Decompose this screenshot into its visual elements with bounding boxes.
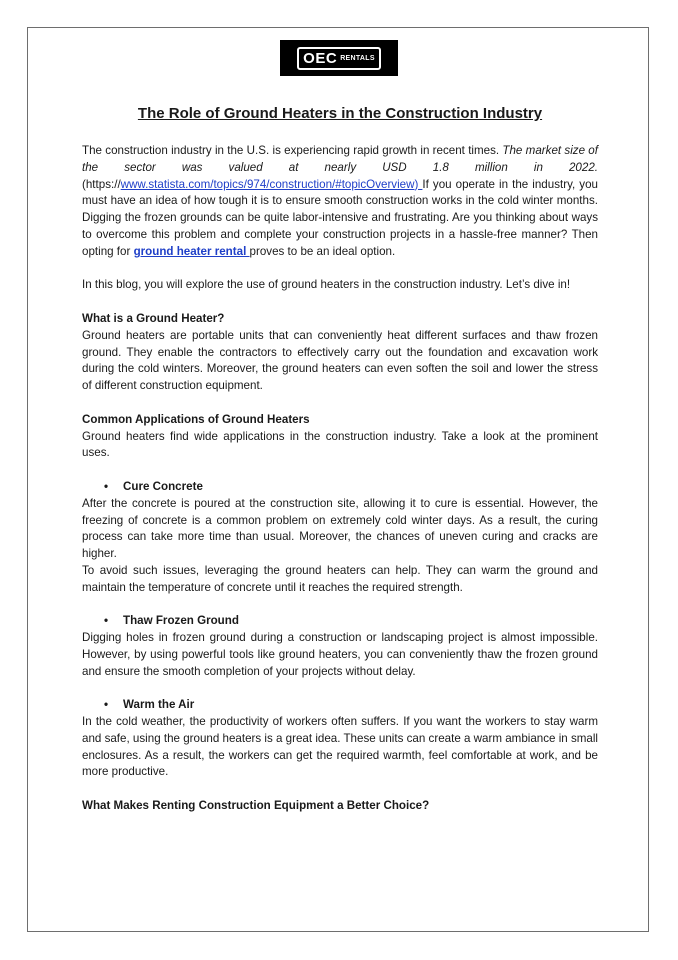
intro-text-3: (https:// <box>82 177 121 191</box>
spacer <box>82 597 598 614</box>
bullet-dot-icon: • <box>104 479 109 493</box>
ground-heater-rental-link[interactable]: ground heater rental <box>133 244 250 258</box>
section-heading-applications: Common Applications of Ground Heaters <box>82 412 310 426</box>
section-body-applications: Ground heaters find wide applications in the construction industry. Take a look at the prominent uses. <box>82 429 598 460</box>
spacer <box>82 294 598 311</box>
section-body-what-is: Ground heaters are portable units that can conveniently heat different surfaces and thaw frozen ground. They enable the contractors to effectively carry out the foundation and excavation work during the cold winters. Moreover, the ground heaters can even soften the soil and lower the stress of different construction equipment. <box>82 328 598 393</box>
bullet-dot-icon: • <box>104 614 109 628</box>
bullet-dot-icon: • <box>104 698 109 712</box>
intro-text-4: If you operate in the industry, you must have an idea of how tough it is to ensure smooth construction works in the cold winter months. Digging the frozen grounds can be quite labor-intensive and frustrating. Are you thinking about ways to overcome this problem and complete your construction projects in a hassle-free manner? Then opting for <box>82 177 598 258</box>
spacer <box>82 781 598 798</box>
article-body <box>82 143 598 815</box>
logo-box <box>297 47 381 70</box>
bullet-body-cure-concrete-2: To avoid such issues, leveraging the ground heaters can help. They can warm the ground and maintain the temperature of concrete until it reaches the required strength. <box>82 563 598 594</box>
oec-rentals-logo <box>280 40 398 76</box>
spacer <box>82 681 598 698</box>
bullet-title: Thaw Frozen Ground <box>123 614 239 628</box>
bullet-body-cure-concrete: After the concrete is poured at the construction site, allowing it to cure is essential. However, the freezing of concrete is a common problem on extremely cold winter days. As a result, the curing process can take more time than usual. Moreover, the chances of uneven curing and cracks are higher. <box>82 496 598 561</box>
blog-intro-paragraph: In this blog, you will explore the use of ground heaters in the construction industry. Let’s dive in! <box>82 278 571 292</box>
bullet-heading-warm-the-air <box>82 697 598 714</box>
bullet-body-warm-the-air: In the cold weather, the productivity of workers often suffers. If you want the workers to stay warm and safe, using the ground heaters is a great idea. These units can create a warm ambiance in small enclosures. As a result, the workers can get the required warmth, feel comfortable at work, and be more productive. <box>82 715 599 779</box>
intro-paragraph <box>82 143 598 261</box>
bullet-title: Cure Concrete <box>123 479 203 493</box>
bullet-heading-thaw-frozen-ground <box>82 613 598 630</box>
section-heading-what-is: What is a Ground Heater? <box>82 311 225 325</box>
logo-sub-text: RENTALS <box>340 54 375 62</box>
intro-market-size: The market size of the sector was valued at nearly USD 1.8 million in 2022. <box>82 144 598 174</box>
statista-link[interactable]: www.statista.com/topics/974/construction/#topicOverview) <box>120 177 423 191</box>
intro-text-5: proves to be an ideal option. <box>249 244 396 258</box>
section-heading-renting: What Makes Renting Construction Equipment a Better Choice? <box>82 799 430 813</box>
intro-text-1: The construction industry in the U.S. is experiencing rapid growth in recent times. <box>82 144 503 157</box>
bullet-title: Warm the Air <box>123 698 195 712</box>
spacer <box>82 462 598 479</box>
bullet-body-thaw-frozen-ground: Digging holes in frozen ground during a construction or landscaping project is almost impossible. However, by using powerful tools like ground heaters, you can conveniently thaw the frozen ground and ensure the smooth completion of your projects without delay. <box>82 631 598 678</box>
page-title: The Role of Ground Heaters in the Construction Industry <box>137 105 543 122</box>
logo-main-text: OEC <box>303 49 338 67</box>
spacer <box>82 395 598 412</box>
spacer <box>82 261 598 278</box>
bullet-heading-cure-concrete <box>82 479 598 496</box>
